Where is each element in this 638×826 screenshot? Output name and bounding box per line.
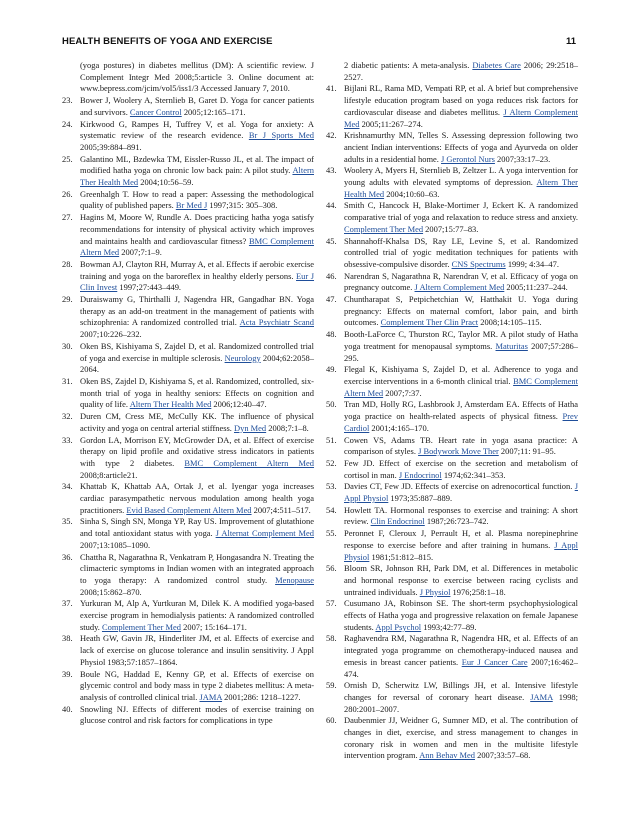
reference-text: Few JD. Effect of exercise on the secretion and metabolism of cortisol in man. [344, 457, 578, 480]
reference-text: Gordon LA, Morrison EY, McGrowder DA, et al. Effect of exercise therapy on lipid profile and oxidative stress indicators in patients with type 2 diabetes. [80, 434, 314, 468]
reference-item [62, 376, 314, 411]
reference-item [62, 411, 314, 434]
reference-text: Sinha S, Singh SN, Monga YP, Ray US. Improvement of glutathione and total antioxidant status with yoga. [80, 516, 314, 539]
reference-number: 56. [326, 563, 337, 574]
reference-text: Oken BS, Kishiyama S, Zajdel D, et al. Randomized controlled trial of yoga and exercise in multiple sclerosis. [80, 340, 314, 363]
reference-item [62, 435, 314, 482]
reference-citation: 2008;7:1–8. [266, 422, 309, 433]
journal-link[interactable]: J Appl Physiol [344, 539, 578, 562]
reference-text: Bowman AJ, Clayton RH, Murray A, et al. Effects if aerobic exercise training and yoga on the baroreflex in healthy elderly persons. [80, 258, 314, 281]
reference-text: Chattha R, Nagarathna R, Venkatram P, Hongasandra N. Treating the climacteric symptoms in Indian women with an integrated approach to yoga therapy: A randomized control study. [80, 551, 314, 585]
page-number: 11 [565, 36, 576, 47]
reference-item [326, 680, 578, 715]
reference-citation: 2001;4:165–170. [369, 422, 429, 433]
reference-number: 50. [326, 399, 337, 410]
journal-link[interactable]: J Bodywork Move Ther [418, 446, 499, 457]
reference-item [326, 130, 578, 165]
reference-item [62, 341, 314, 376]
journal-link[interactable]: Complement Ther Med [101, 621, 182, 632]
reference-text: Raghavendra RM, Nagarathna R, Nagendra HR, et al. Effects of an integrated yoga programme on chemotherapy-induced nausea and emesis in breast cancer patients. [344, 633, 578, 667]
journal-link[interactable]: J Endocrinol [398, 469, 442, 480]
reference-number: 35. [62, 516, 73, 527]
reference-item [62, 552, 314, 599]
reference-number: 47. [326, 294, 337, 305]
reference-item [326, 236, 578, 271]
journal-link[interactable]: JAMA [199, 691, 223, 702]
reference-citation: 2007;7:1–9. [119, 247, 162, 258]
reference-text: 2 diabetic patients: A meta-analysis. [344, 60, 473, 70]
reference-citation: 1973;35:887–889. [388, 493, 453, 504]
reference-number: 34. [62, 481, 73, 492]
journal-link[interactable]: Altern Ther Health Med [129, 399, 212, 410]
reference-text: Shannahoff-Khalsa DS, Ray LE, Levine S, et al. Randomized controlled trial of yogic meditation techniques for patients with obsessive-compulsive disorder. [344, 235, 578, 269]
reference-number: 28. [62, 258, 73, 269]
reference-number: 60. [326, 715, 337, 726]
reference-number: 36. [62, 551, 73, 562]
reference-item [326, 294, 578, 329]
reference-number: 33. [62, 434, 73, 445]
journal-link[interactable]: Br Med J [175, 200, 208, 211]
reference-citation: 1981;51:812–815. [369, 551, 434, 562]
reference-number: 38. [62, 633, 73, 644]
reference-text: Oken BS, Zajdel D, Kishiyama S, et al. Randomized, controlled, six-month trial of yoga in healthy seniors: Effects on cognition and quality of life. [80, 375, 314, 410]
reference-citation: 2007;4:511–517. [251, 504, 311, 515]
journal-link[interactable]: Evid Based Complement Altern Med [126, 504, 252, 515]
reference-citation: 2007; 15:164–171. [181, 621, 247, 632]
reference-item [326, 598, 578, 633]
reference-text: Cowen VS, Adams TB. Heart rate in yoga asana practice: A comparison of styles. [344, 434, 578, 457]
reference-text: Tran MD, Holly RG, Lashbrook J, Amsterdam EA. Effects of Hatha yoga practice on health-related aspects of physical fitness. [344, 399, 578, 422]
reference-item [326, 505, 578, 528]
journal-link[interactable]: Ann Behav Med [419, 750, 475, 761]
reference-number: 37. [62, 598, 73, 609]
reference-number: 26. [62, 188, 73, 199]
reference-text: Snowling NJ. Effects of different modes of exercise training on glucose control and risk factors for complications in type [80, 703, 314, 726]
reference-number: 58. [326, 633, 337, 644]
reference-number: 46. [326, 270, 337, 281]
journal-link[interactable]: CNS Spectrums [451, 258, 506, 269]
reference-text: Howlett TA. Hormonal responses to exercise and training: A short review. [344, 504, 578, 527]
reference-text: Bower J, Woolery A, Sternlieb B, Garet D. Yoga for cancer patients and survivors. [80, 95, 314, 117]
reference-citation: 2007;57:286–295. [344, 340, 578, 363]
reference-number: 48. [326, 329, 337, 340]
reference-number: 59. [326, 680, 337, 691]
journal-link[interactable]: BMC Complement Altern Med [80, 235, 314, 258]
reference-text: Greenhalgh T. How to read a paper: Assessing the methodological quality of published papers. [80, 188, 314, 211]
reference-item [62, 294, 314, 341]
reference-number: 32. [62, 411, 73, 422]
reference-citation: 2005;39:884–891. [80, 141, 142, 152]
reference-citation: 2007;15:77–83. [423, 223, 479, 234]
reference-column-left [62, 60, 314, 727]
reference-item [62, 669, 314, 704]
journal-link[interactable]: J Appl Physiol [344, 481, 578, 504]
reference-text: Woolery A, Myers H, Sternlieb B, Zeltzer L. A yoga intervention for young adults with elevated symptoms of depression. [344, 165, 578, 188]
reference-item [326, 200, 578, 235]
reference-text: Narendran S, Nagarathna R, Narendran V, et al. Efficacy of yoga on pregnancy outcome. [344, 270, 578, 293]
reference-citation: 2008;8:article21. [80, 469, 138, 480]
reference-number: 31. [62, 375, 73, 386]
journal-link[interactable]: Prev Cardiol [344, 411, 578, 433]
journal-link[interactable]: Maturitas [495, 340, 528, 351]
reference-item [62, 119, 314, 154]
reference-number: 54. [326, 504, 337, 515]
reference-number: 40. [62, 703, 73, 714]
reference-item [62, 189, 314, 212]
reference-item [326, 329, 578, 364]
reference-citation: 2008;14:105–115. [478, 317, 542, 328]
reference-number: 39. [62, 668, 73, 679]
reference-citation: 1998; 280:2001–2007. [344, 691, 578, 714]
reference-citation: 2007;7:37. [383, 387, 422, 398]
reference-citation: 1999; 4:34–47. [505, 258, 559, 269]
reference-text: Cusumano JA, Robinson SE. The short-term psychophysiological effects of Hatha yoga and progressive relaxation on female Japanese students. [344, 598, 578, 632]
journal-link[interactable]: BMC Complement Altern Med [184, 457, 315, 468]
reference-number: 55. [326, 528, 337, 539]
reference-number: 49. [326, 364, 337, 375]
reference-item [62, 212, 314, 259]
reference-text: Daubenmier JJ, Weidner G, Sumner MD, et al. The contribution of changes in diet, exercise, and stress management to changes in coronary risk in women and men in the multisite lifestyle intervention program. [344, 715, 578, 761]
reference-text: Ornish D, Scherwitz LW, Billings JH, et al. Intensive lifestyle changes for reversal of coronary heart disease. [344, 680, 578, 702]
journal-link[interactable]: Altern Ther Health Med [80, 165, 314, 188]
reference-text: Smith C, Hancock H, Blake-Mortimer J, Eckert K. A randomized comparative trial of yoga and relaxation to reduce stress and anxiety. [344, 200, 578, 223]
journal-link[interactable]: J Alternat Complement Med [215, 528, 314, 539]
reference-number: 29. [62, 294, 73, 305]
journal-link[interactable]: Appl Psychol [375, 621, 422, 632]
journal-link[interactable]: Complement Ther Clin Pract [380, 317, 479, 328]
reference-number: 23. [62, 95, 73, 106]
reference-text: Hagins M, Moore W, Rundle A. Does practicing hatha yoga satisfy recommendations for intensity of physical activity which improves and maintains health and cardiovascular fitness? [80, 212, 314, 246]
reference-citation: 2007;13:1085–1090. [80, 539, 151, 550]
reference-number: 45. [326, 235, 337, 246]
journal-link[interactable]: J Gerontol Nurs [441, 153, 495, 164]
journal-link[interactable]: Eur J Clin Invest [80, 270, 315, 293]
reference-number: 41. [326, 83, 337, 94]
reference-number: 44. [326, 200, 337, 211]
reference-number: 53. [326, 481, 337, 492]
reference-item [62, 704, 314, 727]
reference-text: Bijlani RL, Rama MD, Vempati RP, et al. A brief but comprehensive lifestyle education program based on yoga reduces risk factors for cardiovascular disease and diabetes mellitus. [344, 83, 578, 117]
reference-citation: 1987;26:723–742. [424, 516, 489, 527]
reference-citation: 2006; 29:2518–2527. [344, 60, 578, 82]
reference-citation: 2004;62:2058–2064. [80, 352, 314, 375]
reference-item [62, 95, 314, 118]
reference-citation: 2007;33:57–68. [475, 750, 531, 761]
reference-text: Kirkwood G, Rampes H, Tuffrey V, et al. Yoga for anxiety: A systematic review of the research evidence. [80, 118, 314, 141]
reference-citation: 2005;11:267–274. [359, 118, 423, 129]
reference-text: Booth-LaForce C, Thurston RC, Taylor MR. A pilot study of Hatha yoga treatment for menopausal symptoms. [344, 329, 578, 351]
journal-link[interactable]: Altern Ther Health Med [344, 177, 578, 199]
reference-citation: 2001;286: 1218–1227. [222, 691, 301, 702]
reference-number: 30. [62, 340, 73, 351]
reference-item [326, 271, 578, 294]
journal-link[interactable]: BMC Complement Altern Med [344, 375, 578, 398]
reference-text: Krishnamurthy MN, Telles S. Assessing depression following two ancient Indian interventions: Effects of yoga and Ayurveda on older adults in a residential home. [344, 130, 578, 164]
reference-citation: 2004;10:60–63. [384, 188, 440, 199]
reference-citation: 2004;10:56–59. [138, 177, 194, 188]
reference-citation: 2007;33:17–23. [494, 153, 551, 164]
reference-citation: 1997;315: 305–308. [207, 200, 278, 211]
reference-number: 24. [62, 118, 73, 129]
journal-link[interactable]: Neurology [224, 352, 261, 363]
reference-citation: 1976;258:1–18. [450, 586, 506, 597]
journal-link[interactable]: Dyn Med [234, 422, 267, 433]
reference-text: (yoga postures) in diabetes mellitus (DM): A scientific review. J Complement Integr Med 2008;5:article 3. Online document at: www.bepress.com/jcim/vol5/iss1/3 Accessed January 7, 2010. [80, 60, 314, 94]
reference-number: 43. [326, 165, 337, 176]
journal-link[interactable]: JAMA [530, 691, 553, 702]
reference-number: 25. [62, 153, 73, 164]
reference-text: Chuntharapat S, Petpichetchian W, Hatthakit U. Yoga during pregnancy: Effects on maternal comfort, labor pain, and birth outcomes. [344, 294, 578, 328]
reference-text: Heath GW, Gavin JR, Hinderliter JM, et al. Effects of exercise and lack of exercise on glucose tolerance and insulin sensitivity. J Appl Physiol 1983;57:1857–1864. [80, 633, 314, 667]
journal-link[interactable]: J Altern Complement Med [344, 106, 578, 129]
reference-number: 57. [326, 598, 337, 609]
reference-citation: 2006;12:40–47. [211, 399, 267, 410]
reference-text: Peronnet F, Cleroux J, Perrault H, et al. Plasma norepinephrine response to exercise before and after training in humans. [344, 528, 578, 550]
reference-item [326, 83, 578, 130]
journal-link[interactable]: Diabetes Care [472, 60, 521, 70]
reference-citation: 2005;11:237–244. [504, 282, 568, 293]
reference-item [326, 715, 578, 762]
reference-text: Davies CT, Few JD. Effects of exercise on adrenocortical function. [344, 481, 575, 492]
reference-item [326, 165, 578, 200]
journal-link[interactable]: Complement Ther Med [344, 223, 424, 234]
journal-link[interactable]: J Physiol [419, 586, 451, 597]
reference-text: Duren CM, Cress ME, McCully KK. The influence of physical activity and yoga on central arterial stiffness. [80, 411, 314, 433]
reference-citation: 2007;11: 91–95. [498, 446, 556, 457]
reference-item [62, 481, 314, 516]
reference-text: Flegal K, Kishiyama S, Zajdel D, et al. Adherence to yoga and exercise interventions in a 6-month clinical trial. [344, 364, 578, 386]
reference-number: 51. [326, 434, 337, 445]
reference-text: Boule NG, Haddad E, Kenny GP, et al. Effects of exercise on glycemic control and body mass in type 2 diabetes mellitus: A meta-analysis of controlled clinical trial. [80, 668, 314, 702]
reference-number: 52. [326, 457, 337, 468]
reference-citation: 2005;12:165–171. [181, 106, 246, 117]
journal-link[interactable]: Acta Psychiatr Scand [239, 317, 314, 328]
reference-continuation [326, 60, 578, 83]
reference-continuation [62, 60, 314, 95]
reference-item [326, 481, 578, 504]
reference-item [62, 154, 314, 189]
reference-item [326, 364, 578, 399]
reference-item [326, 633, 578, 680]
journal-link[interactable]: Clin Endocrinol [370, 516, 425, 527]
journal-link[interactable]: Eur J Cancer Care [461, 656, 528, 667]
reference-item [326, 399, 578, 434]
reference-item [326, 563, 578, 598]
journal-link[interactable]: J Altern Complement Med [414, 282, 505, 293]
reference-item [62, 259, 314, 294]
reference-item [326, 458, 578, 481]
journal-link[interactable]: Menopause [275, 574, 314, 585]
reference-citation: 2008;15:862–870. [80, 586, 142, 597]
reference-citation: 1997;27:443–449. [117, 282, 182, 293]
reference-item [326, 435, 578, 458]
reference-citation: 2007;10:226–232. [80, 329, 142, 340]
reference-text: Khattab K, Khattab AA, Ortak J, et al. Iyengar yoga increases cardiac parasympathetic nervous modulation among health yoga practitioners. [80, 481, 314, 515]
journal-link[interactable]: Cancer Control [129, 106, 182, 117]
reference-number: 27. [62, 212, 73, 223]
journal-link[interactable]: Br J Sports Med [248, 130, 314, 141]
reference-text: Duraiswamy G, Thirthalli J, Nagendra HR, Gangadhar BN. Yoga therapy as an add-on treatment in the management of patients with schizophrenia: A randomized controlled trial. [80, 294, 314, 328]
reference-number: 42. [326, 130, 337, 141]
reference-item [326, 528, 578, 563]
reference-item [62, 598, 314, 633]
reference-citation: 2007;16:462–474. [344, 656, 578, 679]
reference-citation: 1993;42:77–89. [421, 621, 477, 632]
reference-text: Yurkuran M, Alp A, Yurtkuran M, Dilek K. A modified yoga-based exercise program in hemodialysis patients: A randomized controlled study. [80, 598, 314, 632]
running-title: HEALTH BENEFITS OF YOGA AND EXERCISE [62, 36, 273, 47]
reference-citation: 1974;62:341–353. [441, 469, 506, 480]
reference-text: Bloom SR, Johnson RH, Park DM, et al. Differences in metabolic and hormonal response to exercise between racing cyclists and untrained individuals. [344, 563, 578, 597]
reference-column-right [326, 60, 578, 762]
reference-item [62, 633, 314, 668]
page-header [62, 36, 576, 50]
reference-item [62, 516, 314, 551]
reference-text: Galantino ML, Bzdewka TM, Eissler-Russo JL, et al. The impact of modified hatha yoga on chronic low back pain: A pilot study. [80, 153, 314, 176]
